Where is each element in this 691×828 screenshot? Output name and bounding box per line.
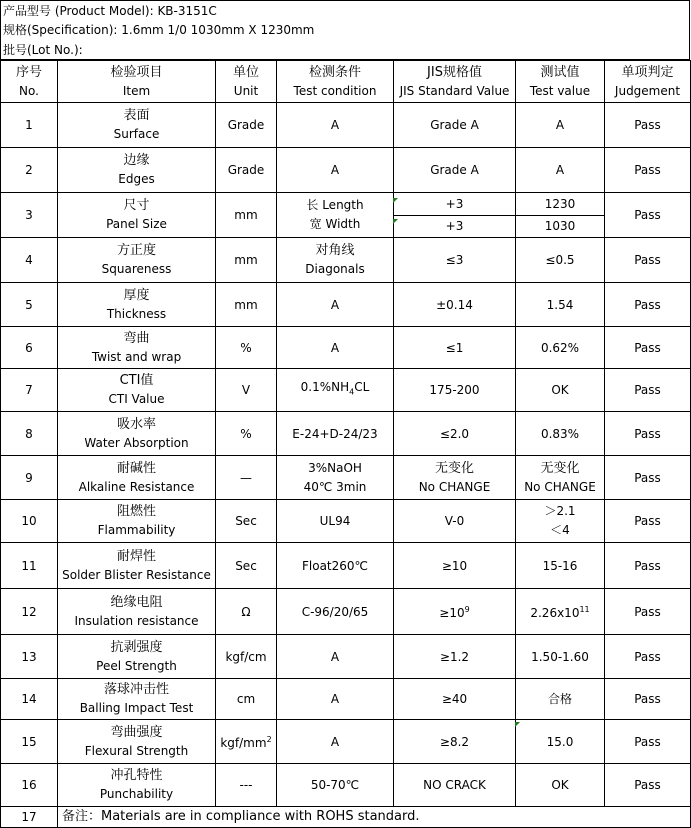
condition-cell: A — [277, 283, 394, 327]
specification-line: 规格(Specification): 1.6mm 1/0 1030mm X 1230mm — [0, 20, 690, 40]
judgement-cell: Pass — [605, 327, 691, 369]
test-value-cell: 无变化 No CHANGE — [516, 456, 605, 500]
judgement-cell: Pass — [605, 635, 691, 679]
standard-width: +3 — [394, 215, 515, 238]
unit-cell: Grade — [216, 103, 277, 148]
table-row — [1, 500, 691, 543]
judgement-cell: Pass — [605, 500, 691, 543]
table-row — [1, 456, 691, 500]
judgement-cell: Pass — [605, 103, 691, 148]
test-value-cell: $2.26x10^{11}$ — [516, 589, 605, 635]
unit-cell: kgf/$mm^2$ — [216, 720, 277, 764]
col-unit-header: 单位 Unit — [216, 61, 277, 103]
table-row — [1, 193, 691, 238]
standard-cell: ≥40 — [394, 679, 516, 720]
unit-cell: cm — [216, 679, 277, 720]
row-number: 12 — [1, 589, 58, 635]
condition-cell: 3%NaOH 40℃ 3min — [277, 456, 394, 500]
unit-cell: --- — [216, 764, 277, 807]
item-cell: 绝缘电阻 Insulation resistance — [58, 589, 216, 635]
standard-cell: ≥1.2 — [394, 635, 516, 679]
item-cell: 边缘 Edges — [58, 148, 216, 193]
judgement-cell: Pass — [605, 283, 691, 327]
table-row — [1, 412, 691, 456]
unit-cell: Ω — [216, 589, 277, 635]
standard-cell: ≤1 — [394, 327, 516, 369]
test-value-cell: 1.50-1.60 — [516, 635, 605, 679]
condition-cell: A — [277, 679, 394, 720]
condition-cell: A — [277, 103, 394, 148]
row-number: 10 — [1, 500, 58, 543]
unit-cell: Sec — [216, 500, 277, 543]
table-row — [1, 103, 691, 148]
lot-number-line: 批号(Lot No.): — [0, 40, 690, 60]
condition-cell: C-96/20/65 — [277, 589, 394, 635]
item-cell: 弯曲 Twist and wrap — [58, 327, 216, 369]
standard-cell — [394, 193, 516, 238]
test-value-cell: 合格 — [516, 679, 605, 720]
judgement-cell: Pass — [605, 369, 691, 412]
test-value-cell: 0.62% — [516, 327, 605, 369]
item-cell: CTI值 CTI Value — [58, 369, 216, 412]
standard-cell: ≥10 — [394, 543, 516, 589]
judgement-cell: Pass — [605, 679, 691, 720]
remark-text: 备注：Materials are in compliance with ROHS standard. — [58, 807, 691, 828]
test-value-cell: 15-16 — [516, 543, 605, 589]
test-value-cell: OK — [516, 369, 605, 412]
row-number: 14 — [1, 679, 58, 720]
item-cell: 耐焊性 Solder Blister Resistance — [58, 543, 216, 589]
row-number: 11 — [1, 543, 58, 589]
condition-cell: A — [277, 327, 394, 369]
table-row — [1, 148, 691, 193]
condition-cell: 对角线 Diagonals — [277, 238, 394, 283]
standard-cell: 175-200 — [394, 369, 516, 412]
condition-cell: 50-70℃ — [277, 764, 394, 807]
unit-cell: % — [216, 412, 277, 456]
test-value-cell: ＞2.1 ＜4 — [516, 500, 605, 543]
row-number: 2 — [1, 148, 58, 193]
table-row — [1, 679, 691, 720]
table-header-row — [1, 61, 691, 103]
test-value-cell: 0.83% — [516, 412, 605, 456]
table-row — [1, 589, 691, 635]
col-item-header: 检验项目 Item — [58, 61, 216, 103]
item-cell: 厚度 Thickness — [58, 283, 216, 327]
row-number: 15 — [1, 720, 58, 764]
standard-length: +3 — [445, 196, 464, 211]
condition-cell: $0.1\%NH_4CL$ — [277, 369, 394, 412]
standard-cell: NO CRACK — [394, 764, 516, 807]
table-row — [1, 720, 691, 764]
standard-cell: Grade A — [394, 148, 516, 193]
row-number: 16 — [1, 764, 58, 807]
standard-cell: 无变化 No CHANGE — [394, 456, 516, 500]
judgement-cell: Pass — [605, 148, 691, 193]
table-row — [1, 543, 691, 589]
row-number: 17 — [1, 807, 58, 828]
table-row — [1, 283, 691, 327]
judgement-cell: Pass — [605, 589, 691, 635]
test-value-cell: A — [516, 103, 605, 148]
item-cell: 抗剥强度 Peel Strength — [58, 635, 216, 679]
table-row — [1, 635, 691, 679]
unit-cell: mm — [216, 283, 277, 327]
row-number: 8 — [1, 412, 58, 456]
unit-cell: Grade — [216, 148, 277, 193]
unit-cell: V — [216, 369, 277, 412]
item-cell: 冲孔特性 Punchability — [58, 764, 216, 807]
item-cell: 弯曲强度 Flexural Strength — [58, 720, 216, 764]
standard-cell: ≤3 — [394, 238, 516, 283]
standard-cell: ≥8.2 — [394, 720, 516, 764]
item-cell: 落球冲击性 Balling Impact Test — [58, 679, 216, 720]
judgement-cell: Pass — [605, 238, 691, 283]
condition-cell: A — [277, 720, 394, 764]
cell-comment-marker — [515, 722, 520, 727]
item-cell: 方正度 Squareness — [58, 238, 216, 283]
unit-cell: % — [216, 327, 277, 369]
item-cell: 表面 Surface — [58, 103, 216, 148]
col-no-header: 序号 No. — [1, 61, 58, 103]
standard-cell: ≤2.0 — [394, 412, 516, 456]
row-number: 5 — [1, 283, 58, 327]
table-row — [1, 327, 691, 369]
item-cell: 尺寸 Panel Size — [58, 193, 216, 238]
row-number: 1 — [1, 103, 58, 148]
product-model-line: 产品型号 (Product Model): KB-3151C — [0, 0, 690, 20]
unit-cell: mm — [216, 238, 277, 283]
standard-cell: $\ge 10^9$ — [394, 589, 516, 635]
table-row — [1, 238, 691, 283]
standard-cell: ±0.14 — [394, 283, 516, 327]
col-judgement-header: 单项判定 Judgement — [605, 61, 691, 103]
unit-cell: — — [216, 456, 277, 500]
cell-comment-marker — [393, 219, 398, 224]
condition-cell: A — [277, 148, 394, 193]
judgement-cell: Pass — [605, 720, 691, 764]
cell-comment-marker — [393, 198, 398, 203]
condition-cell: Float260℃ — [277, 543, 394, 589]
row-number: 6 — [1, 327, 58, 369]
condition-cell: E-24+D-24/23 — [277, 412, 394, 456]
value-length: 1230 — [544, 196, 576, 211]
row-number: 13 — [1, 635, 58, 679]
inspection-table — [0, 60, 691, 828]
value-width: 1030 — [516, 215, 604, 238]
row-number: 3 — [1, 193, 58, 238]
judgement-cell: Pass — [605, 456, 691, 500]
remark-row — [1, 807, 691, 828]
item-cell: 吸水率 Water Absorption — [58, 412, 216, 456]
col-condition-header: 检测条件 Test condition — [277, 61, 394, 103]
judgement-cell: Pass — [605, 412, 691, 456]
col-test-value-header: 测试值 Test value — [516, 61, 605, 103]
unit-cell: kgf/cm — [216, 635, 277, 679]
row-number: 4 — [1, 238, 58, 283]
judgement-cell: Pass — [605, 543, 691, 589]
test-value-cell: 1.54 — [516, 283, 605, 327]
item-cell: 耐碱性 Alkaline Resistance — [58, 456, 216, 500]
row-number: 9 — [1, 456, 58, 500]
condition-cell: UL94 — [277, 500, 394, 543]
unit-cell: Sec — [216, 543, 277, 589]
standard-cell: Grade A — [394, 103, 516, 148]
unit-cell: mm — [216, 193, 277, 238]
item-cell: 阻燃性 Flammability — [58, 500, 216, 543]
judgement-cell: Pass — [605, 764, 691, 807]
test-value-cell: 15.0 — [516, 720, 605, 764]
table-row — [1, 369, 691, 412]
test-value-cell: A — [516, 148, 605, 193]
standard-cell: V-0 — [394, 500, 516, 543]
condition-cell: A — [277, 635, 394, 679]
test-value-cell — [516, 193, 605, 238]
test-value-cell: OK — [516, 764, 605, 807]
judgement-cell: Pass — [605, 193, 691, 238]
row-number: 7 — [1, 369, 58, 412]
test-value-cell: ≤0.5 — [516, 238, 605, 283]
table-row — [1, 764, 691, 807]
condition-cell: 长 Length 宽 Width — [277, 193, 394, 238]
col-standard-header: JIS规格值 JIS Standard Value — [394, 61, 516, 103]
